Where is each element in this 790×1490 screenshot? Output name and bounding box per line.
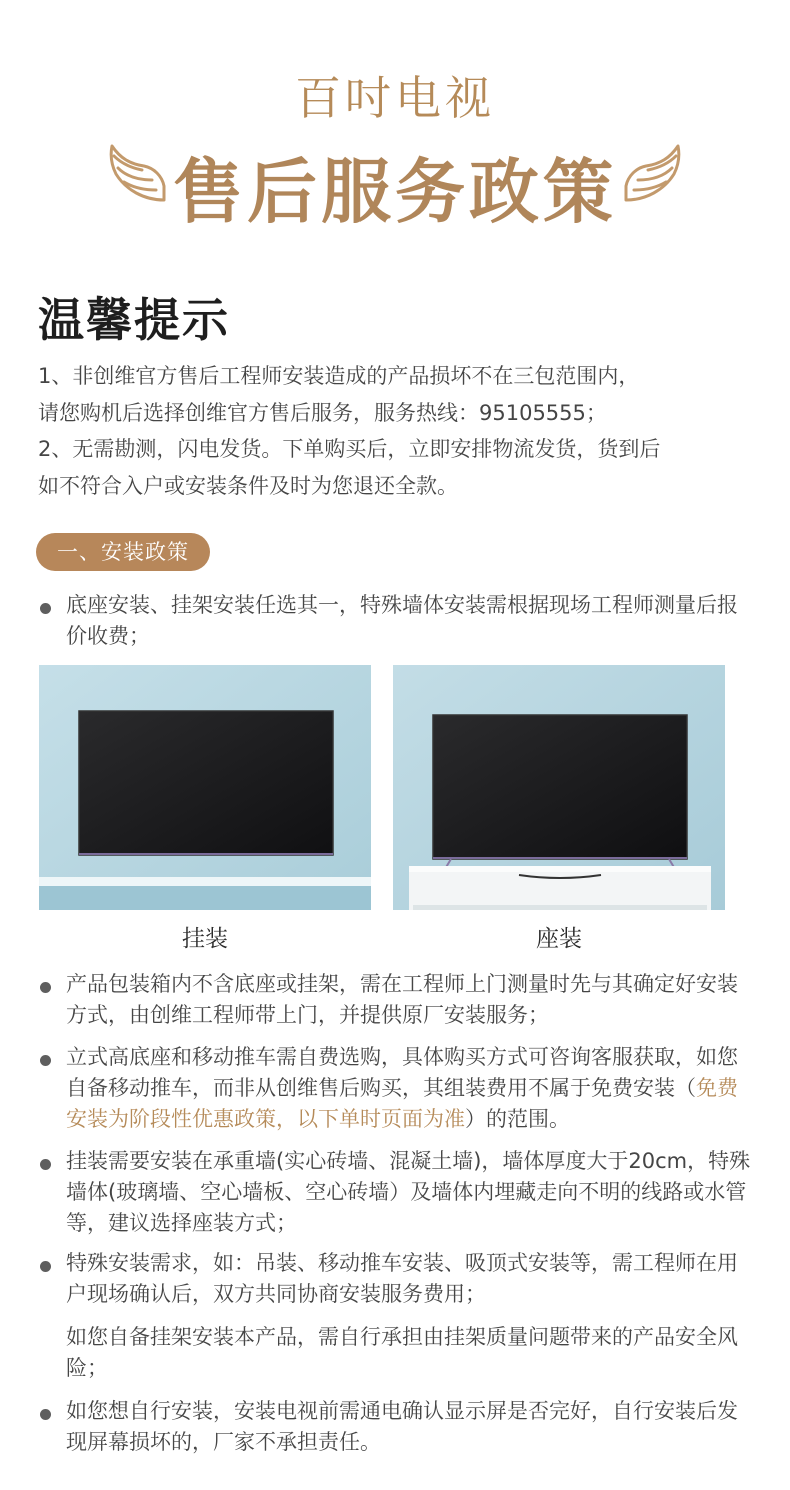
tips-line: 1、非创维官方售后工程师安装造成的产品损坏不在三包范围内，	[38, 364, 640, 388]
tips-body	[38, 358, 758, 504]
wall-mount-photo	[39, 665, 371, 910]
stand-mount-photo	[393, 665, 725, 910]
bullet-note-text: 如您自备挂架安装本产品，需自行承担由挂架质量问题带来的产品安全风险；	[66, 1325, 738, 1380]
bullet-item	[38, 1396, 758, 1458]
bullet-item	[38, 590, 758, 652]
tips-line: 2、无需勘测，闪电发货。下单购买后，立即安排物流发货，货到后	[38, 437, 661, 461]
bullet-text: 产品包装箱内不含底座或挂架，需在工程师上门测量时先与其确定好安装方式，由创维工程师带上门，并提供原厂安装服务；	[66, 972, 738, 1027]
tips-line: 如不符合入户或安装条件及时为您退还全款。	[38, 473, 458, 498]
bullet-text: 底座安装、挂架安装任选其一，特殊墙体安装需根据现场工程师测量后报价收费；	[66, 593, 738, 648]
section-label-install: 一、安装政策	[36, 533, 210, 571]
bullet-dot-icon	[40, 1409, 51, 1420]
tips-heading: 温馨提示	[38, 293, 230, 347]
highlight-text: 免费安装为阶段性优惠政策，以下单时页面为准	[66, 1076, 738, 1131]
bullet-item	[38, 1248, 758, 1310]
bullet-item	[38, 1146, 758, 1239]
bullet-dot-icon	[40, 982, 51, 993]
caption-stand-mount: 座装	[536, 926, 582, 952]
bullet-dot-icon	[40, 1055, 51, 1066]
wing-right-icon	[620, 138, 686, 208]
bullet-text: 如您想自行安装，安装电视前需通电确认显示屏是否完好，自行安装后发现屏幕损坏的，厂家不承担责任。	[66, 1399, 738, 1454]
bullet-item	[38, 1042, 758, 1135]
caption-wall-mount: 挂装	[182, 926, 228, 952]
bullet-dot-icon	[40, 603, 51, 614]
bullet-text: 特殊安装需求，如：吊装、移动推车安装、吸顶式安装等，需工程师在用户现场确认后，双方共同协商安装服务费用；	[66, 1251, 738, 1306]
tips-line: 请您购机后选择创维官方售后服务，服务热线：95105555；	[38, 400, 607, 425]
bullet-item	[38, 969, 758, 1031]
bullet-text-part: 立式高底座和移动推车需自费选购，具体购买方式可咨询客服获取，如您自备移动推车，而非从创维售后购买，其组装费用不属于免费安装（	[66, 1045, 738, 1100]
page-header	[0, 0, 790, 240]
bullet-note	[38, 1322, 758, 1384]
header-title: 售后服务政策	[173, 151, 617, 233]
header-subtitle: 百吋电视	[295, 71, 495, 125]
bullet-dot-icon	[40, 1261, 51, 1272]
bullet-text-part: ）的范围。	[465, 1107, 570, 1131]
bullet-text	[66, 1042, 758, 1135]
bullet-text: 挂装需要安装在承重墙(实心砖墙、混凝土墙)，墙体厚度大于20cm，特殊墙体(玻璃墙、空心墙板、空心砖墙）及墙体内埋藏走向不明的线路或水管等，建议选择座装方式；	[66, 1149, 751, 1235]
bullet-dot-icon	[40, 1159, 51, 1170]
